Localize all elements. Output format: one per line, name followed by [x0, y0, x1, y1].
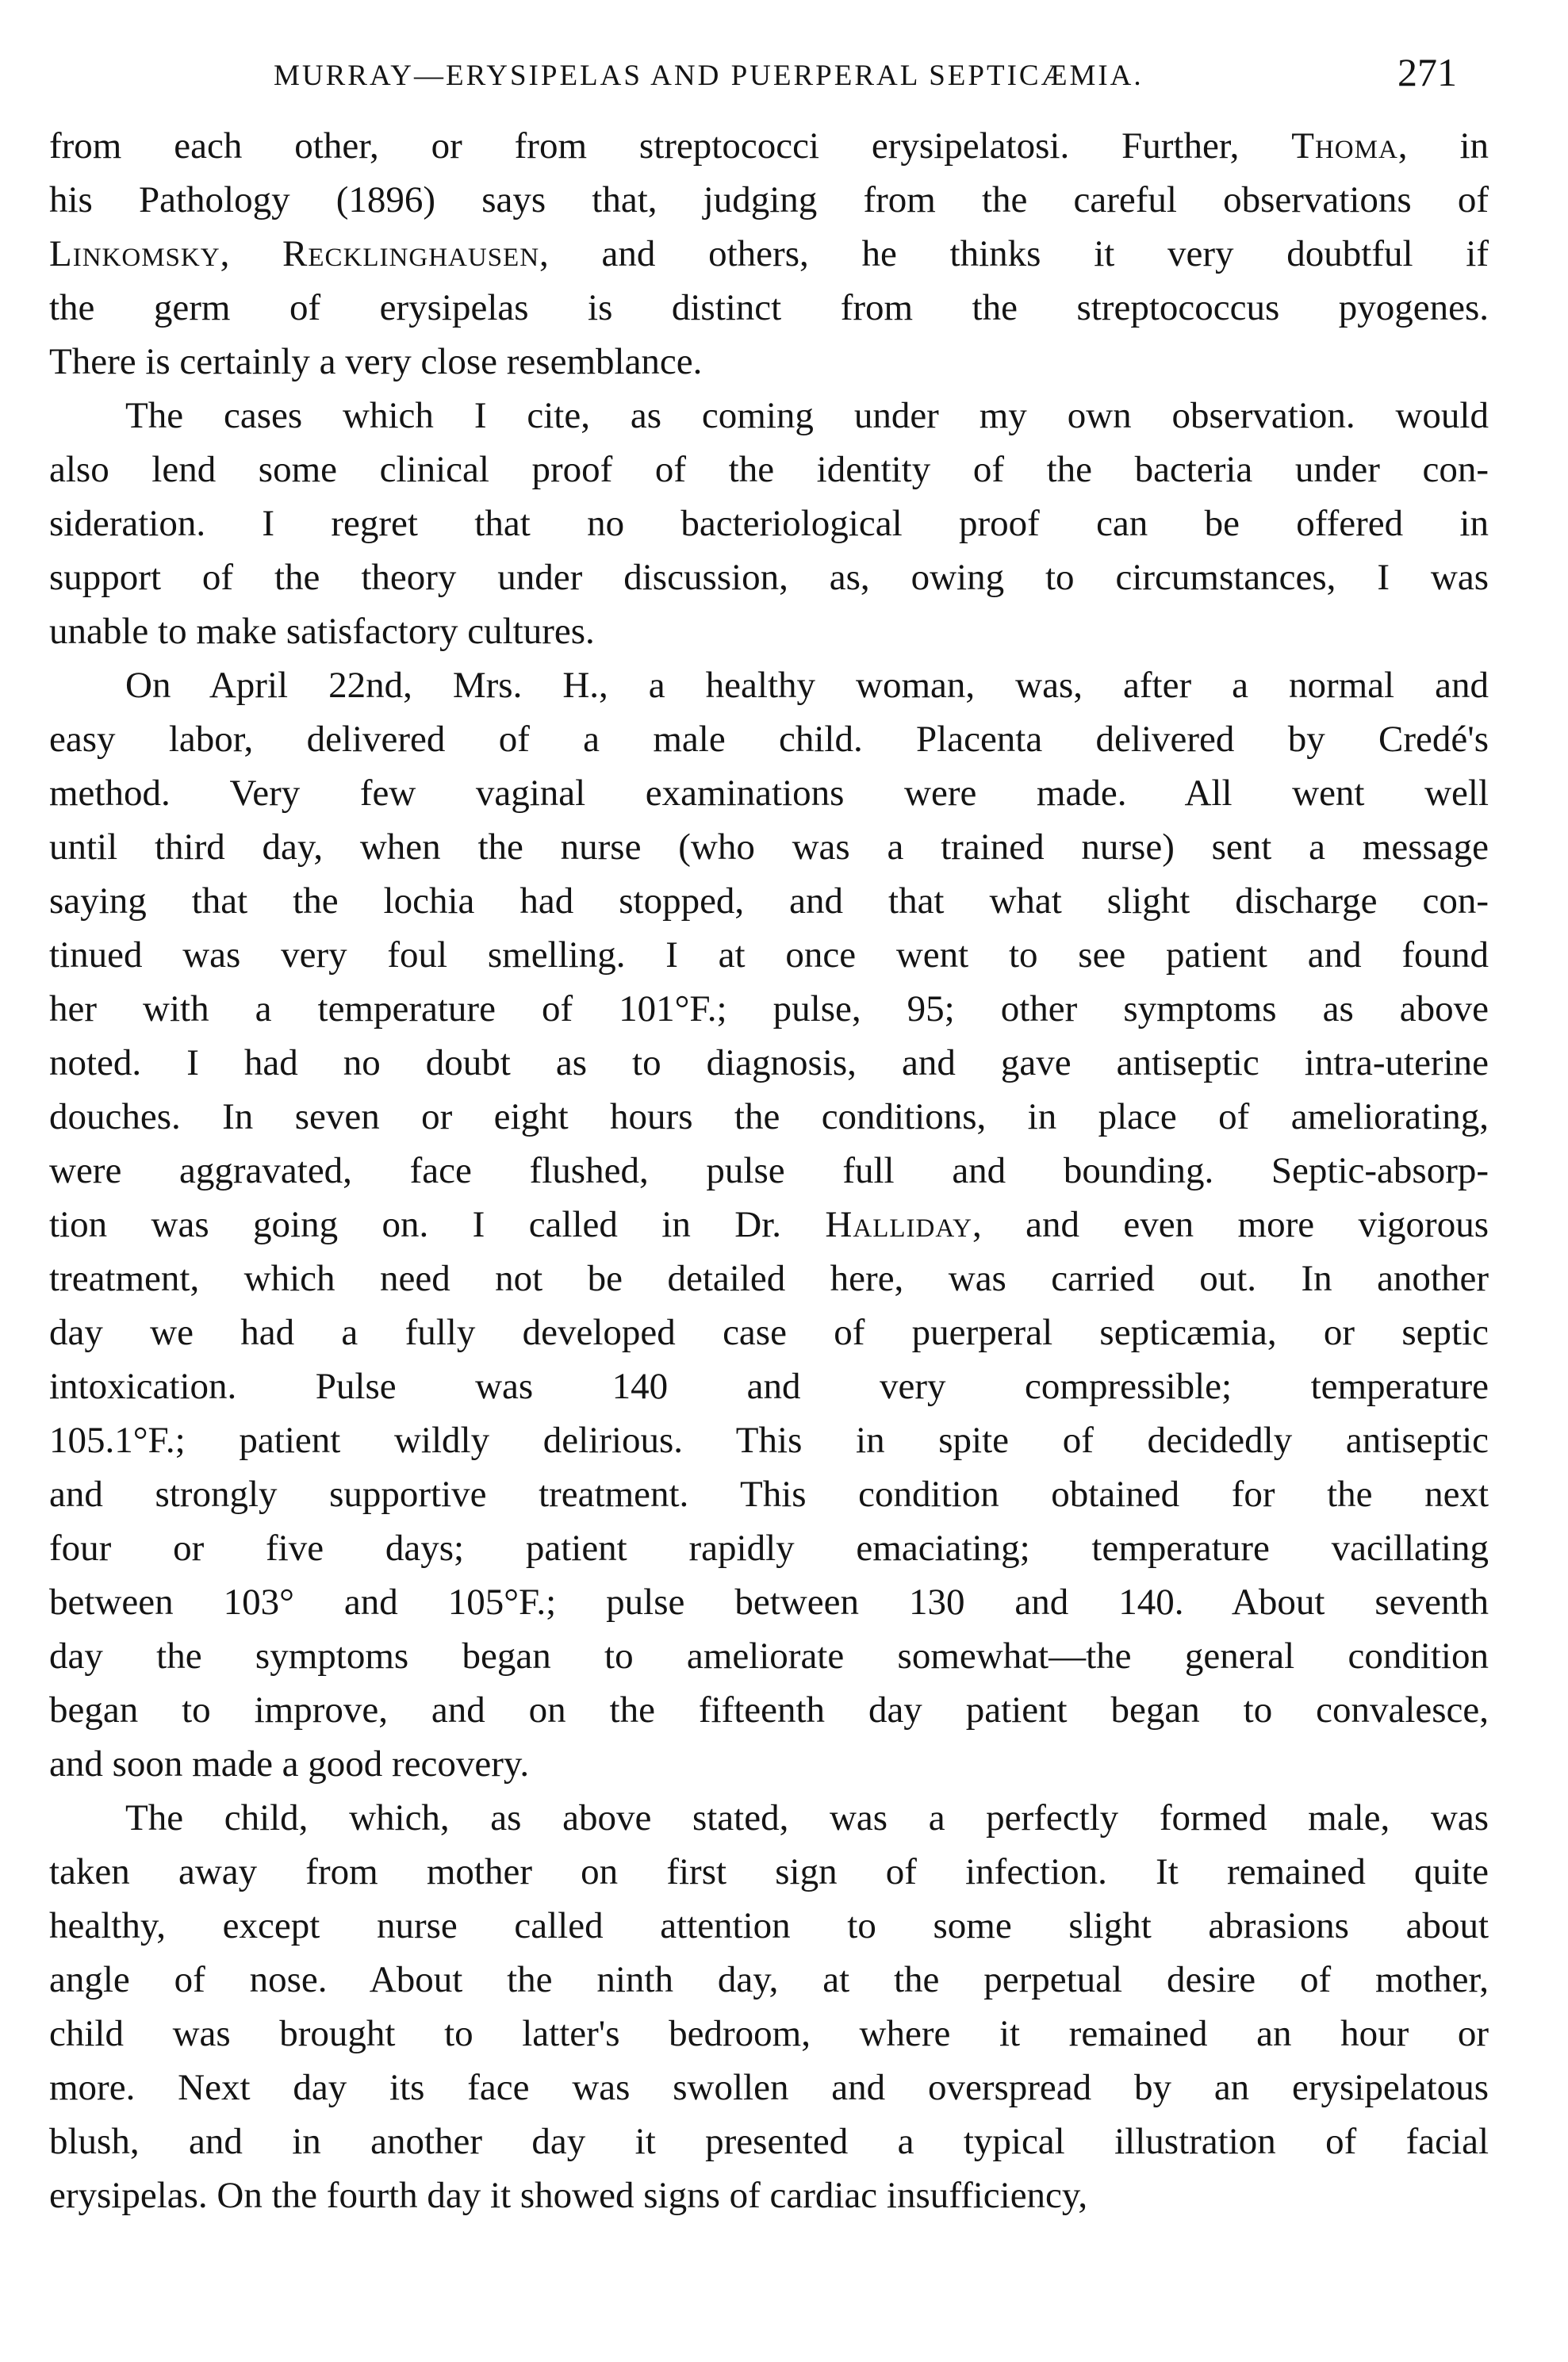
text-line — [49, 820, 1489, 874]
text-line — [49, 443, 1489, 497]
text-segment: healthy, except nurse called attention to some slight abrasions about — [49, 1905, 1489, 1946]
text-segment: day we had a fully developed case of puerperal septicæmia, or septic — [49, 1312, 1489, 1353]
text-line — [49, 173, 1489, 227]
text-segment: douches. In seven or eight hours the conditions, in place of ameliorating, — [49, 1096, 1489, 1137]
text-segment: angle of nose. About the ninth day, at the perpetual desire of mother, — [49, 1959, 1489, 2000]
text-segment: tion was going on. I called in Dr. — [49, 1204, 826, 1245]
text-line — [49, 1683, 1489, 1737]
text-segment: , and even more vigorous — [972, 1204, 1489, 1245]
text-line — [49, 712, 1489, 766]
text-segment: erysipelas. On the fourth day it showed signs of cardiac insufficiency, — [49, 2175, 1088, 2216]
text-segment: 105.1°F.; patient wildly delirious. This in spite of decidedly antiseptic — [49, 1420, 1489, 1461]
text-segment: treatment, which need not be detailed here, was carried out. In another — [49, 1258, 1489, 1299]
text-segment: , and others, he thinks it very doubtful if — [539, 233, 1489, 274]
text-line — [49, 2061, 1489, 2115]
text-line — [49, 874, 1489, 928]
author-name: Halliday — [825, 1204, 972, 1245]
text-line — [49, 1090, 1489, 1144]
text-line — [49, 335, 1489, 389]
text-line — [49, 227, 1489, 281]
text-segment: were aggravated, face flushed, pulse full and bounding. Septic-absorp- — [49, 1150, 1489, 1191]
text-line — [49, 119, 1489, 173]
text-line — [49, 2115, 1489, 2168]
text-line — [49, 1144, 1489, 1198]
text-segment: began to improve, and on the fifteenth day patient began to convalesce, — [49, 1689, 1489, 1731]
text-line — [49, 550, 1489, 604]
text-line — [49, 1953, 1489, 2007]
text-line — [49, 389, 1489, 443]
text-line — [49, 1737, 1489, 1791]
text-segment: blush, and in another day it presented a typical illustration of facial — [49, 2121, 1489, 2162]
text-segment: four or five days; patient rapidly emaciating; temperature vacillating — [49, 1528, 1489, 1569]
text-segment: more. Next day its face was swollen and overspread by an erysipelatous — [49, 2067, 1489, 2108]
text-segment: On April 22nd, Mrs. H., a healthy woman, was, after a normal and — [125, 665, 1489, 706]
text-segment: saying that the lochia had stopped, and that what slight discharge con- — [49, 880, 1489, 922]
text-line — [49, 1359, 1489, 1413]
author-name: Thoma — [1291, 125, 1398, 167]
text-segment: child was brought to latter's bedroom, where it remained an hour or — [49, 2013, 1489, 2054]
text-segment: unable to make satisfactory cultures. — [49, 611, 595, 652]
text-line — [49, 1845, 1489, 1899]
text-line — [49, 928, 1489, 982]
text-segment: The cases which I cite, as coming under my own observation. would — [125, 395, 1489, 436]
text-segment: , — [220, 233, 283, 274]
text-segment: also lend some clinical proof of the identity of the bacteria under con- — [49, 449, 1489, 490]
text-line — [49, 1575, 1489, 1629]
text-segment: , in — [1397, 125, 1489, 167]
text-line — [49, 1306, 1489, 1359]
text-segment: support of the theory under discussion, as, owing to circumstances, I was — [49, 557, 1489, 598]
text-line — [49, 2168, 1489, 2222]
text-line — [49, 1467, 1489, 1521]
text-line — [49, 1252, 1489, 1306]
text-segment: intoxication. Pulse was 140 and very compressible; temperature — [49, 1366, 1489, 1407]
paragraph — [49, 389, 1489, 658]
text-segment: her with a temperature of 101°F.; pulse, 95; other symptoms as above — [49, 988, 1489, 1030]
text-segment: and strongly supportive treatment. This condition obtained for the next — [49, 1474, 1489, 1515]
author-name: Linkomsky — [49, 233, 220, 274]
running-title: MURRAY—ERYSIPELAS AND PUERPERAL SEPTICÆMIA. — [274, 59, 1144, 92]
running-head — [0, 49, 1568, 97]
text-segment: tinued was very foul smelling. I at once went to see patient and found — [49, 934, 1489, 976]
text-segment: There is certainly a very close resemblance. — [49, 341, 703, 382]
text-segment: from each other, or from streptococci erysipelatosi. Further, — [49, 125, 1292, 167]
paragraph — [49, 658, 1489, 1791]
text-line — [49, 1521, 1489, 1575]
paragraph — [49, 119, 1489, 389]
text-segment: day the symptoms began to ameliorate somewhat—the general condition — [49, 1635, 1489, 1677]
text-segment: and soon made a good recovery. — [49, 1743, 530, 1785]
text-line — [49, 1413, 1489, 1467]
text-segment: The child, which, as above stated, was a perfectly formed male, was — [125, 1797, 1489, 1839]
text-line — [49, 1036, 1489, 1090]
page-number: 271 — [1397, 50, 1457, 94]
text-segment: the germ of erysipelas is distinct from the streptococcus pyogenes. — [49, 287, 1489, 328]
author-name: Recklinghausen — [282, 233, 540, 274]
text-line — [49, 1198, 1489, 1252]
body-text — [49, 119, 1489, 2222]
text-line — [49, 1629, 1489, 1683]
text-segment: noted. I had no doubt as to diagnosis, and gave antiseptic intra-uterine — [49, 1042, 1489, 1083]
text-segment: between 103° and 105°F.; pulse between 130 and 140. About seventh — [49, 1582, 1489, 1623]
paragraph — [49, 1791, 1489, 2222]
text-line — [49, 281, 1489, 335]
text-segment: until third day, when the nurse (who was a trained nurse) sent a message — [49, 826, 1489, 868]
text-line — [49, 658, 1489, 712]
text-line — [49, 982, 1489, 1036]
text-line — [49, 766, 1489, 820]
text-segment: easy labor, delivered of a male child. Placenta delivered by Credé's — [49, 719, 1489, 760]
text-line — [49, 1791, 1489, 1845]
text-segment: his Pathology (1896) says that, judging from the careful observations of — [49, 179, 1489, 220]
text-line — [49, 604, 1489, 658]
text-line — [49, 2007, 1489, 2061]
text-line — [49, 497, 1489, 550]
text-segment: sideration. I regret that no bacteriological proof can be offered in — [49, 503, 1489, 544]
text-segment: taken away from mother on first sign of infection. It remained quite — [49, 1851, 1489, 1892]
text-line — [49, 1899, 1489, 1953]
text-segment: method. Very few vaginal examinations were made. All went well — [49, 773, 1489, 814]
